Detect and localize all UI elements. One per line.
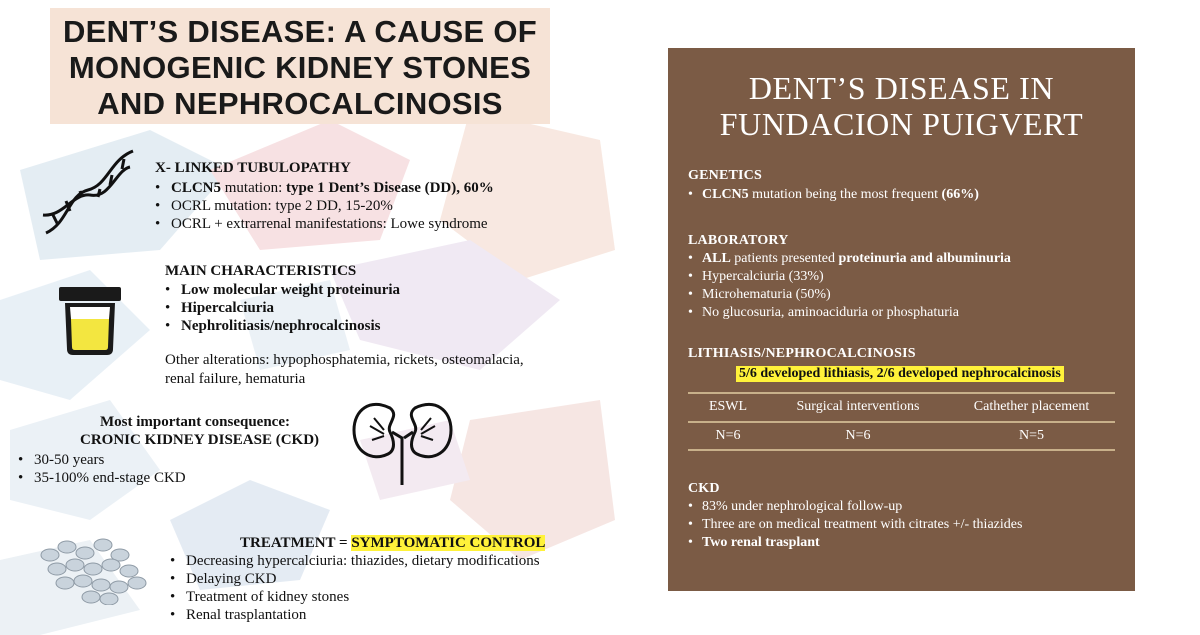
title-box <box>50 8 550 124</box>
genetics-item-1 <box>688 187 979 203</box>
laboratory-item-2 <box>688 269 824 285</box>
table-header-catheter: Cathether placement <box>973 399 1090 414</box>
ckd-item-3 <box>688 535 820 551</box>
laboratory-item-4 <box>688 305 959 321</box>
table-value-eswl: N=6 <box>715 428 741 443</box>
table-bottom-rule <box>688 449 1115 451</box>
bullet: • <box>170 607 176 623</box>
right-title-line-1: DENT’S DISEASE IN <box>748 70 1055 106</box>
pills-icon <box>35 535 155 605</box>
bullet: • <box>155 180 161 196</box>
dna-icon <box>38 145 138 240</box>
bullet: • <box>165 318 171 334</box>
treatment-item-3-text: Treatment of kidney stones <box>186 589 350 605</box>
bullet: • <box>155 198 161 214</box>
laboratory-item-4-text: No glucosuria, aminoaciduria or phosphaturia <box>702 305 959 320</box>
lithiasis-highlight: 5/6 developed lithiasis, 2/6 developed nephrocalcinosis <box>736 366 1064 382</box>
main-item-2 <box>165 300 274 317</box>
bullet: • <box>18 470 24 486</box>
ckd-item-1-text: 83% under nephrological follow-up <box>702 499 903 514</box>
treatment-heading <box>240 535 545 552</box>
laboratory-item-1-finding: proteinuria and albuminuria <box>838 251 1011 266</box>
consequence-line-1: Most important consequence: <box>100 414 290 430</box>
other-alterations-line-1: Other alterations: hypophosphatemia, rickets, osteomalacia, <box>165 352 524 368</box>
genetics-heading: GENETICS <box>688 168 762 183</box>
xlinked-heading: X- LINKED TUBULOPATHY <box>155 160 351 176</box>
consequence-item-1 <box>18 452 104 469</box>
urine-cup-icon <box>55 285 125 357</box>
right-title-line-2: FUNDACION PUIGVERT <box>719 106 1084 142</box>
bullet: • <box>170 553 176 569</box>
consequence-item-2 <box>18 470 186 487</box>
ckd-item-2-text: Three are on medical treatment with citrates +/- thiazides <box>702 517 1023 532</box>
treatment-item-4 <box>170 607 306 624</box>
xlinked-item-1-text: mutation: <box>221 180 287 196</box>
bullet: • <box>170 571 176 587</box>
ckd-item-2 <box>688 517 1022 533</box>
table-mid-rule <box>688 421 1115 423</box>
treatment-item-2-text: Delaying CKD <box>186 571 277 587</box>
consequence-item-2-text: 35-100% end-stage CKD <box>34 470 186 486</box>
table-value-surgical: N=6 <box>845 428 871 443</box>
main-item-1-text: Low molecular weight proteinuria <box>181 282 401 298</box>
right-panel <box>668 48 1135 591</box>
bullet: • <box>18 452 24 468</box>
table-header-eswl: ESWL <box>708 399 748 414</box>
title-line-1: DENT’S DISEASE: A CAUSE OF <box>63 14 537 49</box>
main-item-3 <box>165 318 380 335</box>
xlinked-item-1-type: type 1 Dent’s Disease (DD), 60% <box>286 180 494 196</box>
xlinked-item-2 <box>155 198 393 215</box>
title-line-3: AND NEPHROCALCINOSIS <box>97 86 503 121</box>
xlinked-item-1-gene: CLCN5 <box>171 180 222 196</box>
bullet: • <box>165 282 171 298</box>
bullet: • <box>688 535 693 550</box>
title-line-2: MONOGENIC KIDNEY STONES <box>68 50 532 85</box>
xlinked-item-2-text: OCRL mutation: type 2 DD, 15-20% <box>171 198 393 214</box>
bullet: • <box>688 287 693 302</box>
bullet: • <box>170 589 176 605</box>
genetics-item-1-gene: CLCN5 <box>702 187 749 202</box>
treatment-heading-prefix: TREATMENT = <box>240 535 352 551</box>
table-value-catheter: N=5 <box>1018 428 1044 443</box>
ckd-item-1 <box>688 499 902 515</box>
bullet: • <box>165 300 171 316</box>
treatment-heading-highlight: SYMPTOMATIC CONTROL <box>351 535 546 551</box>
treatment-item-1-text: Decreasing hypercalciuria: thiazides, dietary modifications <box>186 553 540 569</box>
bullet: • <box>688 251 693 266</box>
treatment-item-1 <box>170 553 540 570</box>
ckd-heading: CKD <box>688 481 720 496</box>
ckd-item-3-text: Two renal trasplant <box>702 535 820 550</box>
laboratory-item-3 <box>688 287 831 303</box>
table-top-rule <box>688 392 1115 394</box>
main-item-1 <box>165 282 400 299</box>
consequence-line-2: CRONIC KIDNEY DISEASE (CKD) <box>80 432 320 448</box>
laboratory-item-1 <box>688 251 1011 267</box>
xlinked-item-3 <box>155 216 488 233</box>
laboratory-item-2-text: Hypercalciuria (33%) <box>702 269 824 284</box>
genetics-item-1-text: mutation being the most frequent <box>748 187 942 202</box>
laboratory-heading: LABORATORY <box>688 233 789 248</box>
bullet: • <box>688 305 693 320</box>
treatment-item-2 <box>170 571 276 588</box>
treatment-item-4-text: Renal trasplantation <box>186 607 307 623</box>
table-header-surgical: Surgical interventions <box>796 399 920 414</box>
bullet: • <box>688 269 693 284</box>
main-heading: MAIN CHARACTERISTICS <box>165 263 357 279</box>
kidneys-icon <box>350 400 455 485</box>
treatment-item-3 <box>170 589 349 606</box>
consequence-item-1-text: 30-50 years <box>34 452 105 468</box>
bullet: • <box>155 216 161 232</box>
laboratory-item-1-text: patients presented <box>730 251 839 266</box>
bullet: • <box>688 187 693 202</box>
bullet: • <box>688 499 693 514</box>
xlinked-item-1 <box>155 180 494 197</box>
xlinked-item-3-text: OCRL + extrarrenal manifestations: Lowe syndrome <box>171 216 488 232</box>
bullet: • <box>688 517 693 532</box>
genetics-item-1-pct: (66%) <box>941 187 979 202</box>
other-alterations-line-2: renal failure, hematuria <box>165 371 306 387</box>
laboratory-item-1-all: ALL <box>702 251 731 266</box>
main-item-2-text: Hipercalciuria <box>181 300 275 316</box>
main-item-3-text: Nephrolitiasis/nephrocalcinosis <box>181 318 381 334</box>
lithiasis-heading: LITHIASIS/NEPHROCALCINOSIS <box>688 346 916 361</box>
laboratory-item-3-text: Microhematuria (50%) <box>702 287 831 302</box>
